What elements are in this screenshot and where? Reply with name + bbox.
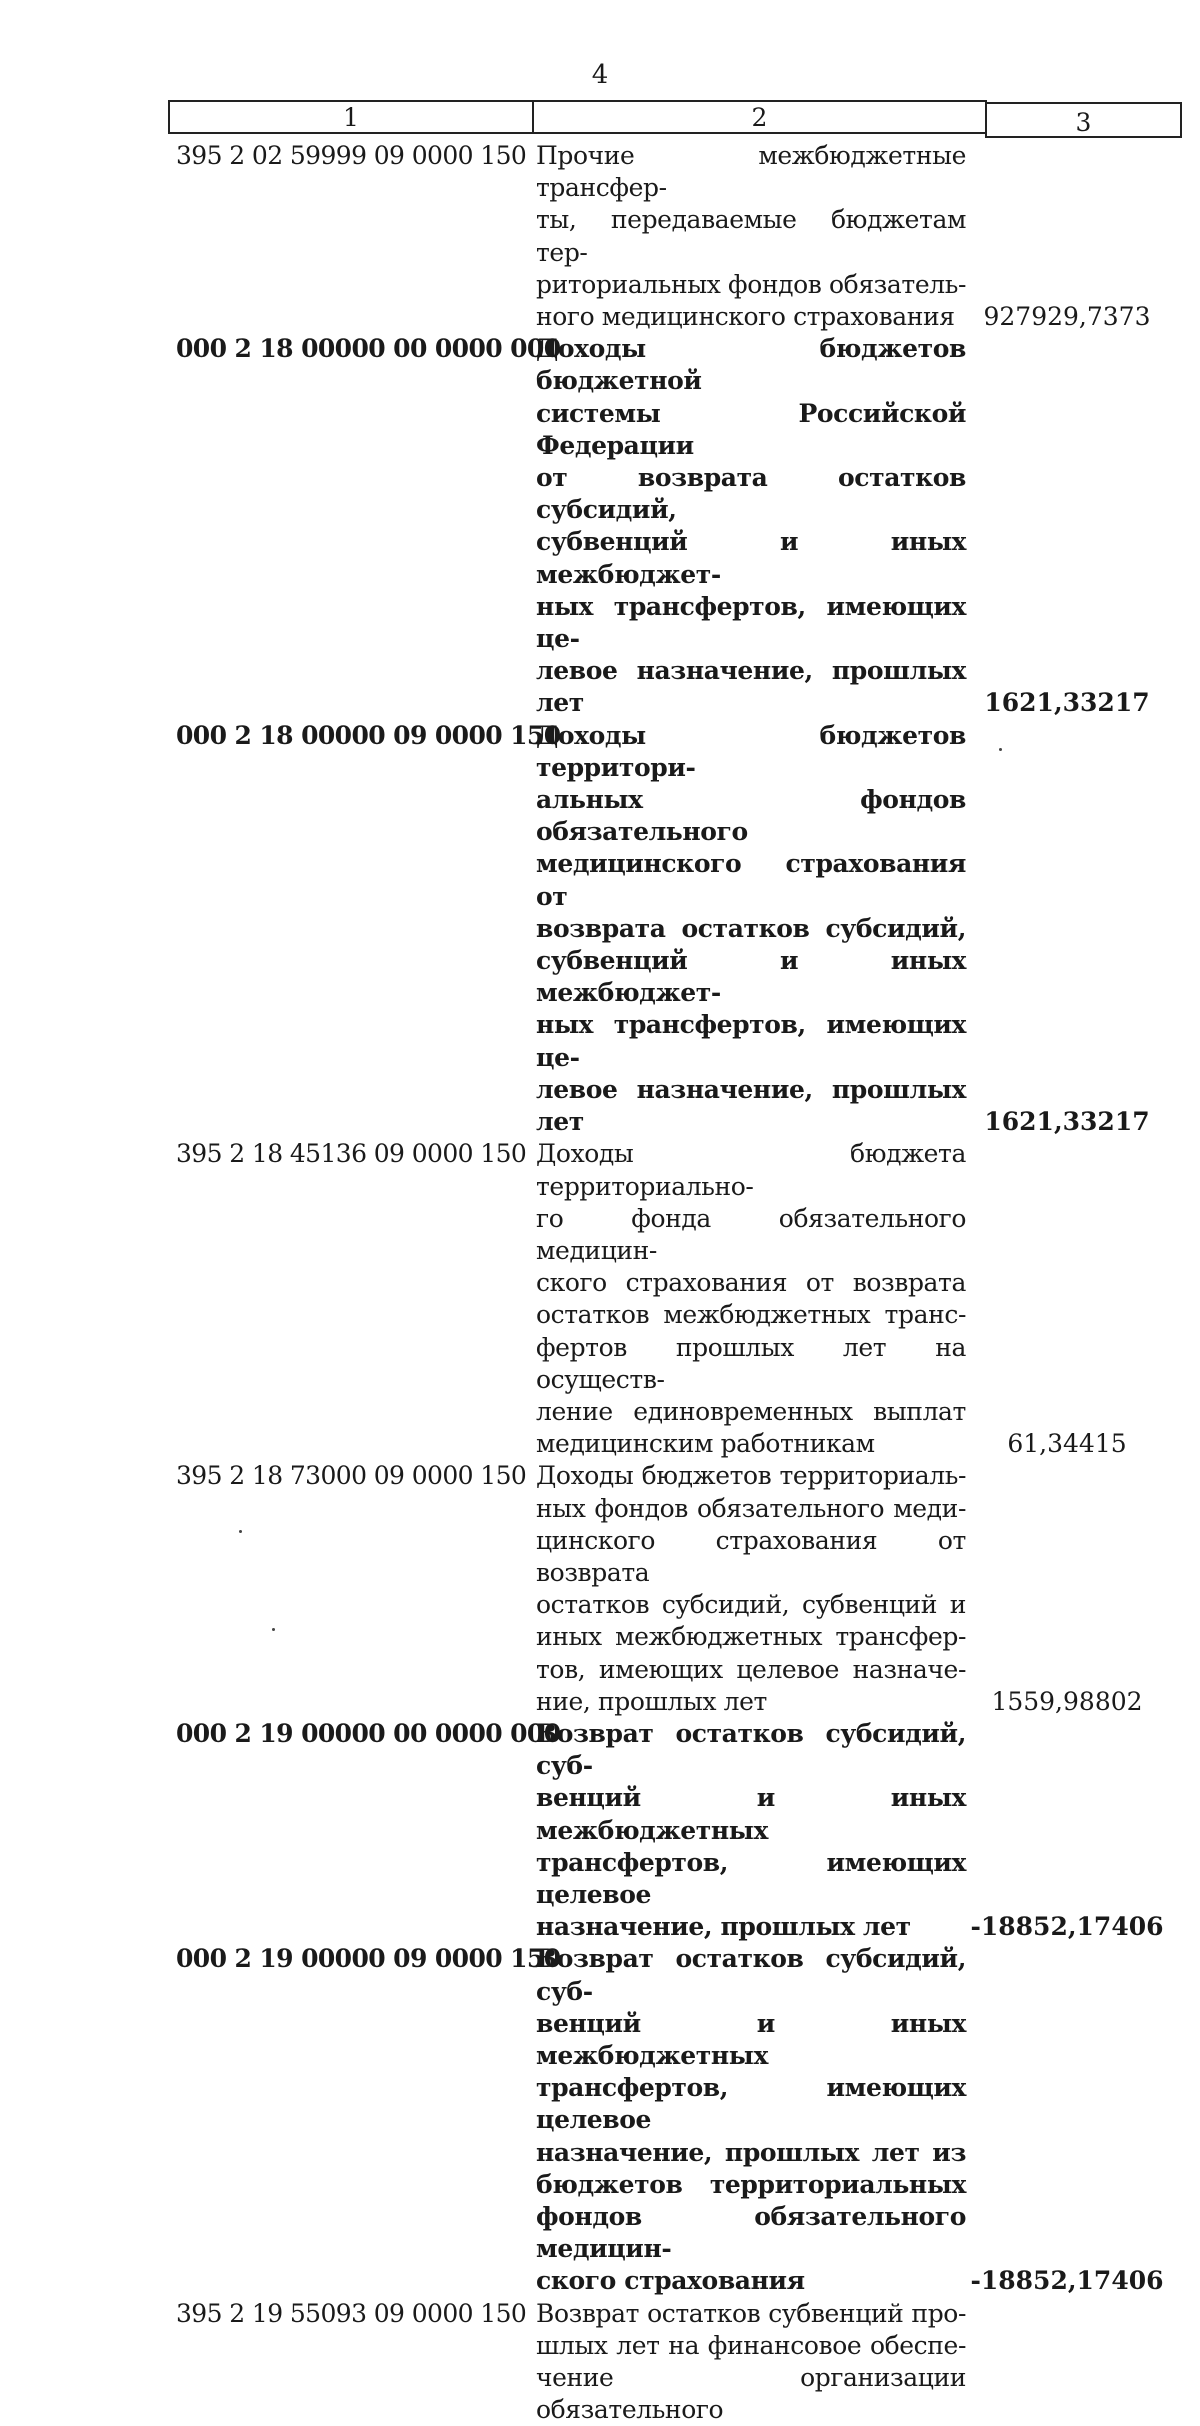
header-col-2: 2 [532, 100, 987, 134]
income-description [536, 333, 966, 719]
description-line: тов, имеющих целевое назначе- [536, 1654, 966, 1684]
description-line: цинского страхования от возврата [536, 1525, 966, 1587]
budget-code: 395 2 18 73000 09 0000 150 [176, 1461, 527, 1491]
description-line: чение организации обязательного [536, 2363, 966, 2425]
scan-dot [239, 1530, 242, 1533]
description-line: иных межбюджетных трансфер- [536, 1622, 966, 1652]
description-line: медицинского страхования от [536, 849, 966, 911]
description-line: ных трансфертов, имеющих це- [536, 1010, 966, 1072]
income-description [536, 140, 966, 333]
description-line: Возврат остатков субвенций про- [536, 2298, 966, 2328]
budget-table [168, 140, 1182, 2426]
description-line: Прочие межбюджетные трансфер- [536, 141, 966, 203]
budget-code: 395 2 02 59999 09 0000 150 [176, 141, 527, 170]
income-description [536, 1138, 966, 1460]
budget-code: 395 2 18 45136 09 0000 150 [176, 1139, 527, 1169]
description-line: от возврата остатков субсидий, [536, 463, 966, 525]
amount-value: 1559,98802 [991, 1686, 1143, 1716]
income-description [536, 1460, 966, 1718]
budget-code: 000 2 19 00000 09 0000 150 [176, 1944, 561, 1974]
description-line: альных фондов обязательного [536, 785, 966, 847]
description-line: ского страхования [536, 2266, 805, 2296]
description-line: риториальных фондов обязатель- [536, 269, 966, 299]
description-line: шлых лет на финансовое обеспе- [536, 2330, 966, 2360]
description-line: медицинским работникам [536, 1429, 875, 1459]
scan-dot [272, 1628, 275, 1631]
description-line: бюджетов территориальных [536, 2169, 966, 2199]
table-row [168, 140, 1182, 333]
table-row [168, 1718, 1182, 1943]
budget-code: 000 2 19 00000 00 0000 000 [176, 1718, 561, 1748]
description-line: назначение, прошлых лет [536, 1912, 911, 1942]
description-line: Доходы бюджета территориально- [536, 1139, 966, 1201]
scan-dot [999, 748, 1002, 751]
description-line: Возврат остатков субсидий, суб- [536, 1944, 966, 2006]
table-row [168, 1138, 1182, 1460]
income-description [536, 1943, 966, 2297]
table-row [168, 1943, 1182, 2297]
income-description [536, 1718, 966, 1943]
description-line: ных фондов обязательного меди- [536, 1493, 966, 1523]
description-line: трансфертов, имеющих целевое [536, 1847, 966, 1909]
description-line: системы Российской Федерации [536, 398, 966, 460]
header-col-3: 3 [985, 102, 1182, 138]
description-line: ного медицинского страхования [536, 302, 955, 332]
description-line: ского страхования от возврата [536, 1268, 966, 1298]
table-row [168, 1460, 1182, 1718]
description-line: Доходы бюджетов бюджетной [536, 334, 966, 396]
amount-value: 61,34415 [1007, 1429, 1127, 1459]
table-header [168, 100, 1182, 138]
description-line: венций и иных межбюджетных [536, 2008, 966, 2070]
description-line: Доходы бюджетов территориаль- [536, 1461, 966, 1491]
description-line: остатков межбюджетных транс- [536, 1300, 966, 1330]
description-line: левое назначение, прошлых лет [536, 656, 966, 718]
amount-value: 1621,33217 [984, 1107, 1150, 1137]
description-line: назначение, прошлых лет из [536, 2137, 966, 2167]
description-line: фертов прошлых лет на осуществ- [536, 1332, 966, 1394]
description-line: ты, передаваемые бюджетам тер- [536, 205, 966, 267]
description-line: ление единовременных выплат [536, 1396, 966, 1426]
description-line: остатков субсидий, субвенций и [536, 1590, 966, 1620]
description-line: фондов обязательного медицин- [536, 2202, 966, 2264]
income-description [536, 2298, 966, 2426]
table-row [168, 2298, 1182, 2426]
amount-value: -18852,17406 [970, 2266, 1164, 2296]
description-line: Доходы бюджетов территори- [536, 720, 966, 782]
description-line: ние, прошлых лет [536, 1686, 767, 1716]
header-col-1: 1 [168, 100, 534, 134]
table-row [168, 720, 1182, 1139]
budget-code: 000 2 18 00000 09 0000 150 [176, 720, 561, 750]
description-line: го фонда обязательного медицин- [536, 1203, 966, 1265]
table-row [168, 333, 1182, 719]
description-line: Возврат остатков субсидий, суб- [536, 1718, 966, 1781]
description-line: субвенций и иных межбюджет- [536, 946, 966, 1008]
budget-code: 395 2 19 55093 09 0000 150 [176, 2298, 527, 2328]
description-line: субвенций и иных межбюджет- [536, 527, 966, 589]
description-line: левое назначение, прошлых лет [536, 1074, 966, 1137]
amount-value: 927929,7373 [983, 302, 1151, 332]
page-number: 4 [591, 60, 609, 90]
amount-value: 1621,33217 [984, 688, 1150, 718]
description-line: венций и иных межбюджетных [536, 1783, 966, 1845]
amount-value: -18852,17406 [970, 1912, 1164, 1942]
budget-code: 000 2 18 00000 00 0000 000 [176, 334, 561, 364]
description-line: трансфертов, имеющих целевое [536, 2073, 966, 2135]
description-line: ных трансфертов, имеющих це- [536, 591, 966, 654]
income-description [536, 720, 966, 1139]
description-line: возврата остатков субсидий, [536, 913, 966, 943]
